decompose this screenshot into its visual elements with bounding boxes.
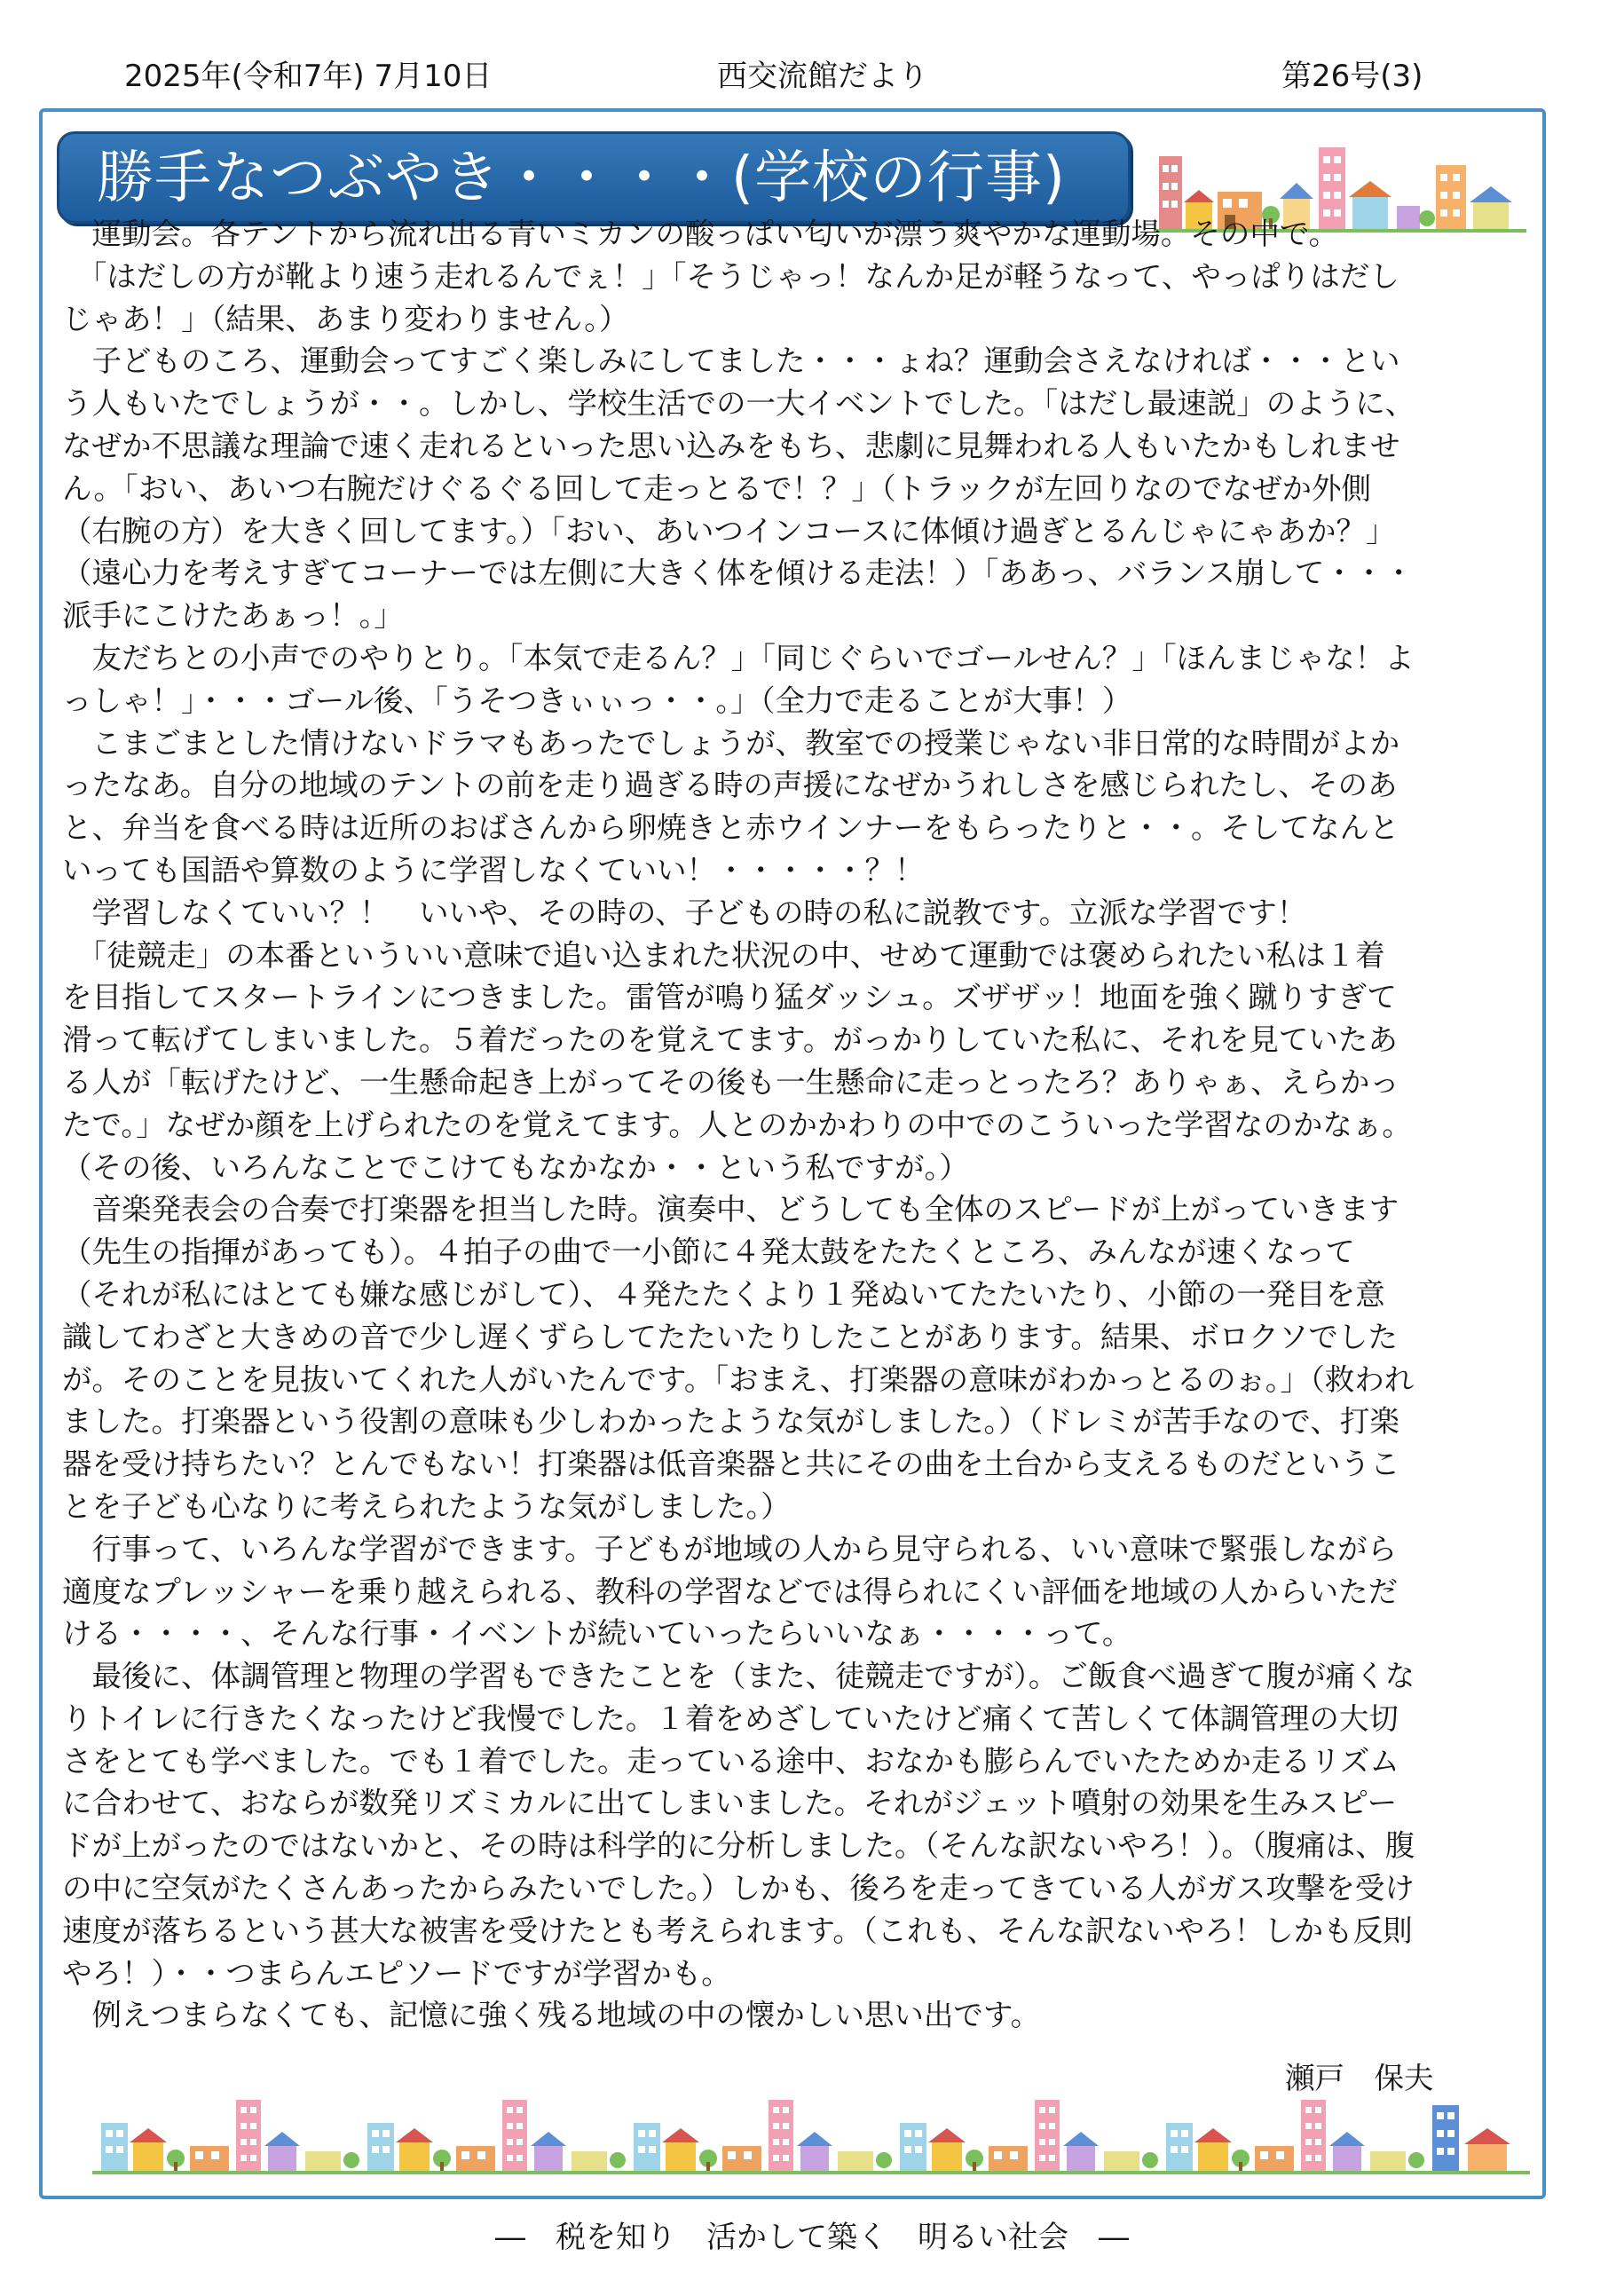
page-header [0, 51, 1624, 101]
text-line: じゃあ！」（結果、あまり変わりません。） [62, 301, 629, 336]
text-line: 派手にこけたあぁっ！。」 [62, 598, 404, 634]
town-border-icon [92, 2087, 1530, 2176]
text-line: の中に空気がたくさんあったからみたいでした。）しかも、後ろを走ってきている人がガス攻撃を受け [62, 1871, 1415, 1906]
text-line: こまごまとした情けないドラマもあったでしょうが、教室での授業じゃない非日常的な時間がよか [62, 725, 1400, 761]
text-line: う人もいたでしょうが・・。しかし、学校生活での一大イベントでした。「はだし最速説」のように、 [62, 386, 1415, 422]
text-line: 速度が落ちるという甚大な被害を受けたとも考えられます。（これも、そんな訳ないやろ！しかも反則 [62, 1913, 1413, 1948]
text-line: 「はだしの方が靴より速う走れるんでぇ！」「そうじゃっ！なんか足が軽うなって、やっぱりはだし [62, 258, 1399, 294]
text-line: （それが私にはとても嫌な感じがして）、４発たたくより１発ぬいてたたいたり、小節の一発目を意 [62, 1276, 1385, 1312]
issue-date: 2025年(令和7年) 7月10日 [124, 59, 493, 94]
text-line: 行事って、いろんな学習ができます。子どもが地域の人から見守られる、いい意味で緊張しながら [62, 1531, 1398, 1566]
page-footer: ― 税を知り 活かして築く 明るい社会 ― [495, 2220, 1129, 2255]
text-line: 子どものころ、運動会ってすごく楽しみにしてました・・・ょね？運動会さえなければ・・・とい [62, 343, 1400, 379]
text-line: （遠心力を考えすぎてコーナーでは左側に大きく体を傾ける走法！）「ああっ、バランス崩して・・・ [62, 556, 1414, 591]
text-line: 運動会。各テントから流れ出る青いミカンの酸っぱい匂いが漂う爽やかな運動場。その中で。 [62, 217, 1339, 251]
text-line: ん。「おい、あいつ右腕だけぐるぐる回して走っとるで！？」（トラックが左回りなのでなぜか外側 [62, 470, 1372, 506]
text-line: さをとても学べました。でも１着でした。走っている途中、おなかも膨らんでいたためか走るリズム [62, 1743, 1399, 1779]
text-line: とを子ども心なりに考えられたような気がしました。） [62, 1488, 791, 1524]
text-line: 「徒競走」の本番といういい意味で追い込まれた状況の中、せめて運動では褒められたい私は１着 [62, 937, 1385, 973]
publication-name: 西交流館だより [717, 59, 928, 94]
text-line: 最後に、体調管理と物理の学習もできたことを（また、徒競走ですが）。ご飯食べ過ぎて腹が痛くな [62, 1659, 1415, 1694]
text-line: が。そのことを見抜いてくれた人がいたんです。「おまえ、打楽器の意味がわかっとるのぉ。」（救われ [62, 1361, 1415, 1397]
text-line: 器を受け持ちたい？とんでもない！打楽器は低音楽器と共にその曲を土台から支えるものだというこ [62, 1447, 1400, 1482]
text-line: を目指してスタートラインにつきました。雷管が鳴り猛ダッシュ。ズザザッ！地面を強く蹴りすぎて [62, 980, 1397, 1015]
text-line: 識してわざと大きめの音で少し遅くずらしてたたいたりしたことがあります。結果、ボロクソでした [62, 1319, 1398, 1354]
article-body [62, 213, 1532, 2037]
text-line: に合わせて、おならが数発リズミカルに出てしまいました。それがジェット噴射の効果を生みスピー [62, 1786, 1398, 1821]
text-line: いっても国語や算数のように学習しなくていい！・・・・・？！ [62, 852, 925, 888]
text-line: っしゃ！」・・・ゴール後、「うそつきぃぃっ・・。」（全力で走ることが大事！） [62, 682, 1132, 718]
article-title: 勝手なつぶやき・・・・(学校の行事) [97, 146, 1066, 211]
text-line: ける・・・・、そんな行事・イベントが続いていったらいいなぁ・・・・って。 [62, 1616, 1132, 1652]
text-line: りトイレに行きたくなったけど我慢でした。１着をめざしていたけど痛くて苦しくて体調管理の大切 [62, 1700, 1399, 1736]
text-line: なぜか不思議な理論で速く走れるといった思い込みをもち、悲劇に見舞われる人もいたかもしれませ [62, 428, 1400, 463]
text-line: る人が「転げたけど、一生懸命起き上がってその後も一生懸命に走っとったろ？ありゃぁ、えらかっ [62, 1064, 1399, 1100]
text-line: たで。」なぜか顔を上げられたのを覚えてます。人とのかかわりの中でのこういった学習なのかなぁ。 [62, 1107, 1412, 1142]
text-line: 適度なプレッシャーを乗り越えられる、教科の学習などでは得られにくい評価を地域の人からいただ [62, 1574, 1399, 1609]
author-name: 瀬戸 保夫 [1285, 2061, 1434, 2095]
text-line: （その後、いろんなことでこけてもなかなか・・という私ですが。） [62, 1149, 969, 1185]
issue-number: 第26号(3) [1281, 59, 1423, 94]
text-line: 音楽発表会の合奏で打楽器を担当した時。演奏中、どうしても全体のスピードが上がっていきます [62, 1192, 1399, 1227]
text-line: ったなあ。自分の地域のテントの前を走り過ぎる時の声援になぜかうれしさを感じられたし、そのあ [62, 768, 1398, 803]
text-line: 学習しなくていい？！ いいや、その時の、子どもの時の私に説教です。立派な学習です！ [62, 895, 1307, 930]
text-line: 友だちとの小声でのやりとり。「本気で走るん？」「同じぐらいでゴールせん？」「ほんまじゃな！よ [62, 640, 1415, 675]
text-line: やろ！）・・つまらんエピソードですが学習かも。 [62, 1955, 731, 1991]
text-line: 例えつまらなくても、記憶に強く残る地域の中の懐かしい思い出です。 [62, 1998, 1041, 2033]
title-banner [57, 131, 1131, 224]
text-line: 滑って転げてしまいました。５着だったのを覚えてます。がっかりしていた私に、それを見ていたあ [62, 1022, 1398, 1058]
text-line: ました。打楽器という役割の意味も少しわかったような気がしました。）（ドレミが苦手なので、打楽 [62, 1404, 1399, 1440]
text-line: （先生の指揮があっても）。４拍子の曲で一小節に４発太鼓をたたくところ、みんなが速くなって [62, 1235, 1355, 1270]
text-line: と、弁当を食べる時は近所のおばさんから卵焼きと赤ウインナーをもらったりと・・。そしてなんと [62, 810, 1399, 846]
text-line: （右腕の方）を大きく回してます。）「おい、あいつインコースに体傾け過ぎとるんじゃにゃあか？」 [62, 513, 1396, 548]
text-line: ドが上がったのではないかと、その時は科学的に分析しました。（そんな訳ないやろ！）。（腹痛は、腹 [62, 1828, 1415, 1864]
